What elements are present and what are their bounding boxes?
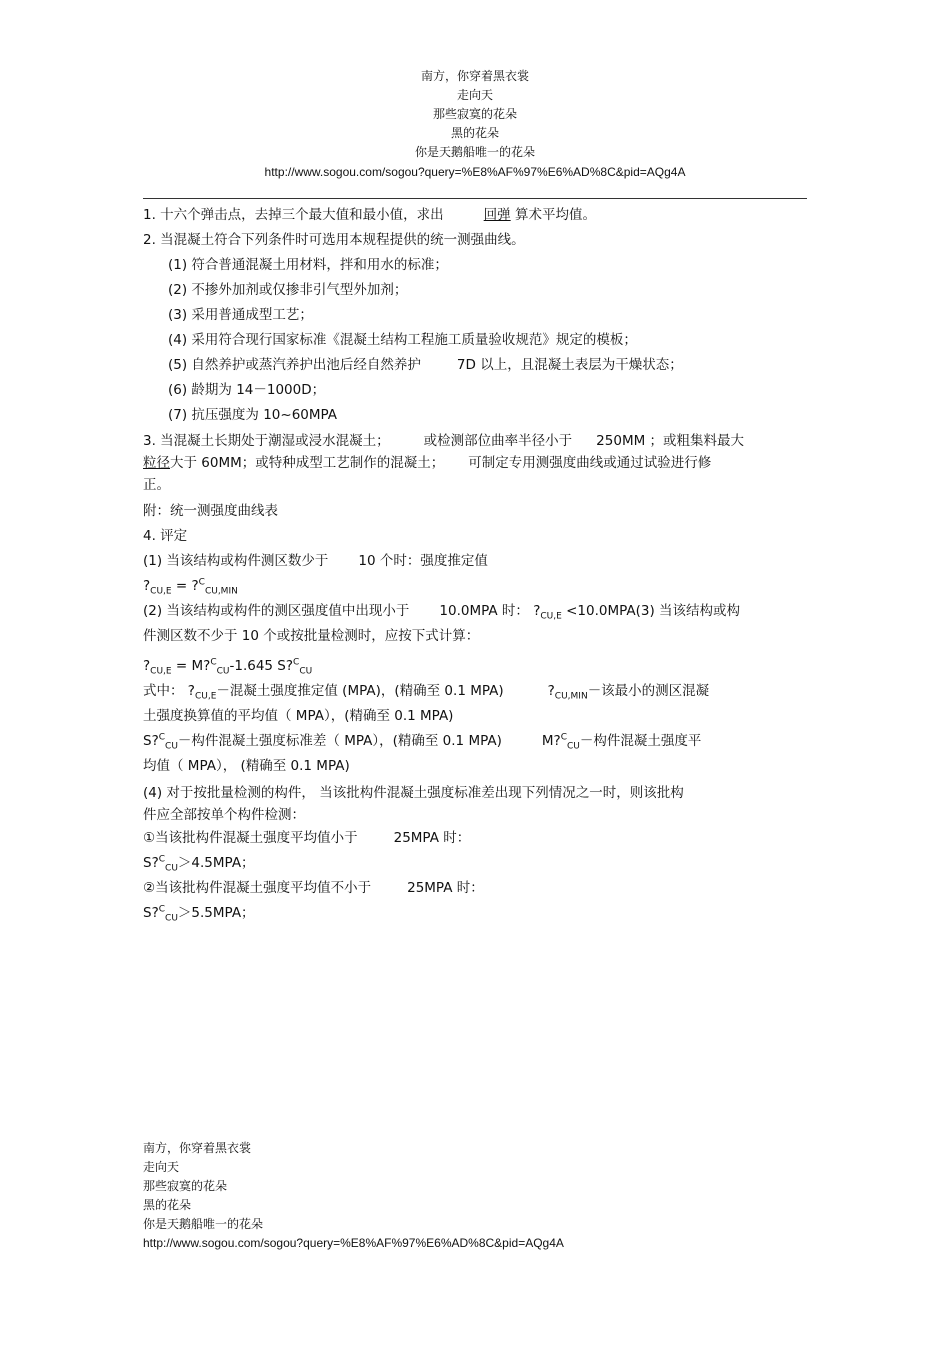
header-line: 黑的花朵: [450, 126, 499, 140]
item-1-tail: 算术平均值。: [514, 207, 596, 223]
header-divider: [143, 198, 807, 199]
item-4: 4. 评定: [143, 528, 188, 544]
document-body: [143, 203, 807, 926]
condition-4: (4) 采用符合现行国家标准《混凝土结构工程施工质量验收规范》规定的模板；: [168, 332, 637, 348]
page-footer: [143, 1139, 564, 1253]
f4-a: S?: [143, 905, 159, 921]
f1-c: = ?: [171, 578, 199, 594]
condition-7: (7) 抗压强度为 10~60MPA: [168, 407, 338, 423]
condition-2: (2) 不掺外加剂或仅掺非引气型外加剂；: [168, 282, 408, 298]
w2-d: －构件混凝土强度标准差（ MPA），(精确至 0.1 MPA): [177, 733, 502, 749]
w1-d: ?: [547, 683, 555, 699]
w1-a: 式中： ?: [143, 683, 195, 699]
w2-g: CU: [567, 741, 580, 752]
para-2: [143, 599, 807, 649]
term-particle-size: 粒径: [143, 455, 170, 471]
para-2-text: (2) 当该结构或构件的测区强度值中出现小于: [143, 603, 410, 619]
footer-line: 那些寂寞的花朵: [143, 1179, 228, 1193]
header-line: 南方，你穿着黑衣裳: [420, 69, 529, 83]
c2-b: 25MPA 时：: [407, 880, 484, 896]
w1-f: －该最小的测区混凝: [587, 683, 710, 699]
w2-c: CU: [165, 741, 178, 752]
formula-3: [143, 851, 807, 876]
para-1: [143, 549, 807, 574]
f3-b: C: [158, 854, 166, 865]
item-3-text: 3. 当混凝土长期处于潮湿或浸水混凝土；: [143, 433, 390, 449]
f1-b: CU,E: [150, 586, 172, 597]
footer-line: 南方，你穿着黑衣裳: [143, 1141, 252, 1155]
f1-e: CU,MIN: [204, 586, 238, 597]
header-url: http://www.sogou.com/sogou?query=%E8%AF%97%E6%AD%8C&pid=AQg4A: [264, 165, 686, 179]
formula-2: [143, 654, 807, 679]
header-line: 走向天: [456, 88, 493, 102]
condition-5: [143, 353, 807, 378]
where-2: [143, 729, 807, 779]
w2-b: C: [158, 732, 166, 743]
item-2: 2. 当混凝土符合下列条件时可选用本规程提供的统一测强曲线。: [143, 232, 525, 248]
para-2-cont: 件测区数不少于 10 个或按批量检测时，应按下式计算：: [143, 628, 480, 644]
f1-d: C: [198, 577, 205, 588]
formula-4: [143, 901, 807, 926]
p4-b: 件应全部按单个构件检测：: [143, 807, 305, 823]
f4-b: C: [158, 904, 166, 915]
footer-line: 黑的花朵: [143, 1198, 192, 1212]
footer-line: 你是天鹅船唯一的花朵: [143, 1217, 264, 1231]
f1-a: ?: [143, 578, 151, 594]
where-1: [143, 679, 807, 729]
page-header: [0, 67, 950, 182]
attachment-note: 附：统一测强度曲线表: [143, 503, 278, 519]
f2-d: C: [210, 657, 217, 668]
f3-c: CU: [165, 863, 178, 874]
header-line: 你是天鹅船唯一的花朵: [414, 145, 535, 159]
c1-a: ①当该批构件混凝土强度平均值小于: [143, 830, 358, 846]
footer-url: http://www.sogou.com/sogou?query=%E8%AF%97%E6%AD%8C&pid=AQg4A: [143, 1236, 564, 1250]
footer-line: 走向天: [143, 1160, 180, 1174]
item-1: [143, 203, 807, 228]
f3-d: ＞4.5MPA；: [177, 855, 255, 871]
header-line: 那些寂寞的花朵: [432, 107, 517, 121]
item-3: [143, 430, 807, 496]
f2-h: CU: [299, 666, 313, 677]
f2-g: C: [293, 657, 300, 668]
w2-f: C: [560, 732, 567, 743]
w2-i: 均值（ MPA）， (精确至 0.1 MPA): [143, 758, 350, 774]
w1-b: CU,E: [194, 691, 217, 702]
item-3-c: 250MM ；或粗集料最大: [596, 433, 745, 449]
f4-d: ＞5.5MPA；: [177, 905, 255, 921]
item-3-f: 可制定专用测强度曲线或通过试验进行修: [468, 455, 712, 471]
para-1-tail: 10 个时：强度推定值: [358, 553, 488, 569]
p4-a: (4) 对于按批量检测的构件， 当该批构件混凝土强度标准差出现下列情况之一时，则该批构: [143, 785, 684, 801]
p2-c: CU,E: [540, 611, 562, 622]
item-3-b: 或检测部位曲率半径小于: [423, 433, 573, 449]
case-2: [143, 876, 807, 901]
para-4: [143, 782, 807, 826]
item-3-e: 大于 60MM；或特种成型工艺制作的混凝土；: [170, 455, 445, 471]
w2-e: M?: [541, 733, 561, 749]
w1-c: －混凝土强度推定值 (MPA)，(精确至 0.1 MPA): [216, 683, 504, 699]
condition-1: (1) 符合普通混凝土用材料，拌和用水的标准；: [168, 257, 448, 273]
condition-5-tail: 7D 以上，且混凝土表层为干燥状态；: [456, 357, 683, 373]
item-1-text: 1. 十六个弹击点，去掉三个最大值和最小值，求出: [143, 207, 444, 223]
f4-c: CU: [165, 913, 178, 924]
f2-b: CU,E: [150, 666, 172, 677]
f2-e: CU: [216, 666, 230, 677]
w2-a: S?: [143, 733, 159, 749]
condition-6: (6) 龄期为 14－1000D；: [168, 382, 326, 398]
w1-g: 土强度换算值的平均值（ MPA），(精确至 0.1 MPA): [143, 708, 454, 724]
case-1: [143, 826, 807, 851]
condition-3: (3) 采用普通成型工艺；: [168, 307, 313, 323]
f2-f: -1.645 S?: [229, 658, 294, 674]
condition-5-text: (5) 自然养护或蒸汽养护出池后经自然养护: [168, 357, 421, 373]
p2-d: <10.0MPA(3) 当该结构或构: [561, 603, 741, 619]
f3-a: S?: [143, 855, 159, 871]
item-3-g: 正。: [143, 477, 170, 493]
formula-1: [143, 574, 807, 599]
w2-h: －构件混凝土强度平: [579, 733, 702, 749]
f2-a: ?: [143, 658, 151, 674]
c2-a: ②当该批构件混凝土强度平均值不小于: [143, 880, 372, 896]
para-1-text: (1) 当该结构或构件测区数少于: [143, 553, 329, 569]
w1-e: CU,MIN: [554, 691, 588, 702]
term-rebound: 回弹: [483, 207, 511, 223]
c1-b: 25MPA 时：: [393, 830, 471, 846]
p2-b: 10.0MPA 时： ?: [439, 603, 541, 619]
f2-c: = M?: [171, 658, 211, 674]
